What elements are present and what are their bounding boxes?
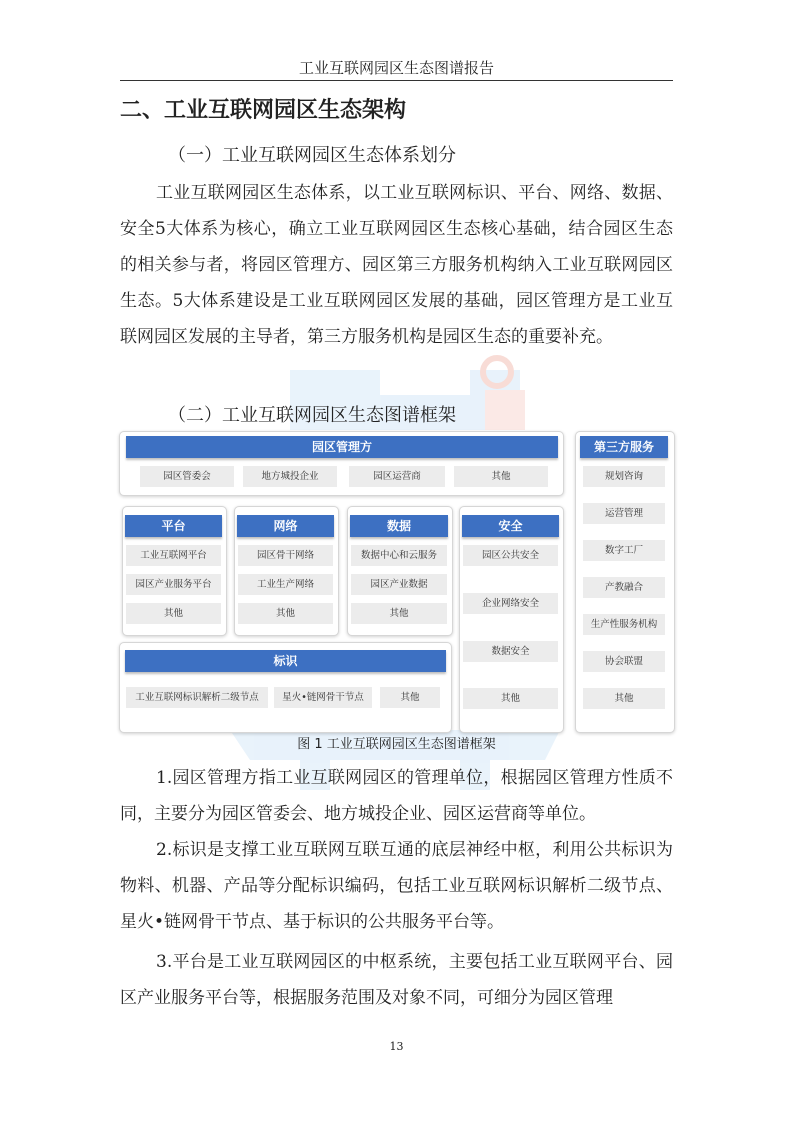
ecosystem-framework-diagram (119, 431, 675, 733)
platform-item: 工业互联网平台 (126, 545, 221, 566)
network-title: 网络 (237, 515, 334, 537)
intro-paragraph: 工业互联网园区生态体系，以工业互联网标识、平台、网络、数据、安全5大体系为核心，确立工业互联网园区生态核心基础，结合园区生态的相关参与者，将园区管理方、园区第三方服务机构纳入工业互联网园区生态。5大体系建设是工业互联网园区发展的基础，园区管理方是工业互联网园区发展的主导者，第三方服务机构是园区生态的重要补充。 (120, 183, 673, 347)
third-party-item: 生产性服务机构 (583, 614, 665, 635)
third-party-item: 规划咨询 (583, 466, 665, 487)
body-paragraph: 1.园区管理方指工业互联网园区的管理单位，根据园区管理方性质不同，主要分为园区管委会、地方城投企业、园区运营商等单位。 (120, 768, 673, 824)
security-item: 园区公共安全 (463, 545, 558, 566)
platform-title: 平台 (125, 515, 222, 537)
subsection-heading-1: （一）工业互联网园区生态体系划分 (168, 145, 456, 166)
third-party-item: 其他 (583, 688, 665, 709)
identifier-item: 星火•链网骨干节点 (274, 687, 372, 708)
management-title: 园区管理方 (126, 436, 558, 458)
security-item: 其他 (463, 688, 558, 709)
identifier-title: 标识 (125, 650, 446, 672)
subsection-heading-2: （二）工业互联网园区生态图谱框架 (168, 405, 456, 426)
data-item: 数据中心和云服务 (351, 545, 447, 566)
network-item: 其他 (238, 603, 333, 624)
identifier-item: 工业互联网标识解析二级节点 (126, 687, 268, 708)
security-item: 数据安全 (463, 641, 558, 662)
third-party-item: 运营管理 (583, 503, 665, 524)
network-item: 工业生产网络 (238, 574, 333, 595)
security-title: 安全 (462, 515, 559, 537)
platform-item: 园区产业服务平台 (126, 574, 221, 595)
third-party-item: 产教融合 (583, 577, 665, 598)
body-paragraph: 2.标识是支撑工业互联网互联互通的底层神经中枢，利用公共标识为物料、机器、产品等分配标识编码，包括工业互联网标识解析二级节点、星火•链网骨干节点、基于标识的公共服务平台等。 (120, 840, 673, 932)
third-party-item: 数字工厂 (583, 540, 665, 561)
data-title: 数据 (350, 515, 448, 537)
third-party-title: 第三方服务 (580, 436, 668, 458)
data-item: 园区产业数据 (351, 574, 447, 595)
management-item: 园区管委会 (140, 466, 234, 487)
third-party-item: 协会联盟 (583, 651, 665, 672)
identifier-item: 其他 (380, 687, 440, 708)
network-item: 园区骨干网络 (238, 545, 333, 566)
body-paragraph: 3.平台是工业互联网园区的中枢系统，主要包括工业互联网平台、园区产业服务平台等，根据服务范围及对象不同，可细分为园区管理 (120, 952, 673, 1008)
security-item: 企业网络安全 (463, 593, 558, 614)
management-item: 地方城投企业 (243, 466, 337, 487)
data-item: 其他 (351, 603, 447, 624)
section-heading: 二、工业互联网园区生态架构 (120, 98, 407, 123)
figure-caption: 图 1 工业互联网园区生态图谱框架 (297, 737, 496, 752)
management-item: 园区运营商 (349, 466, 445, 487)
page-number: 13 (389, 1040, 404, 1053)
management-item: 其他 (454, 466, 548, 487)
platform-item: 其他 (126, 603, 221, 624)
page-header: 工业互联网园区生态图谱报告 (120, 56, 673, 81)
